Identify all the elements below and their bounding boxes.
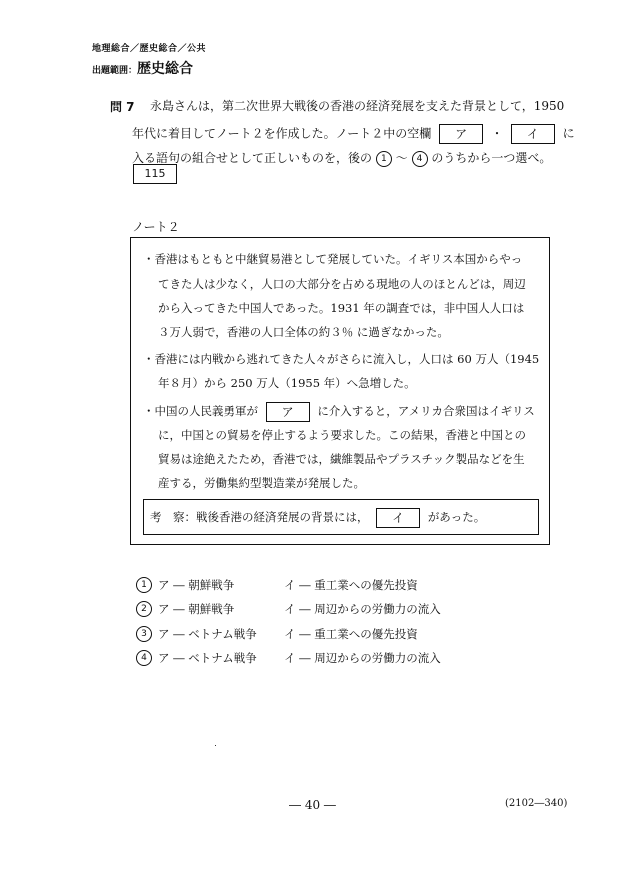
note-b1-line-3: から入ってきた中国人であった。1931 年の調査では，非中国人人口は [158, 301, 525, 315]
option-4 [136, 650, 441, 666]
option-3-a: ア ― ベトナム戦争 [158, 627, 257, 641]
consideration-line: 考 察：戦後香港の経済発展の背景には， イ があった。 [150, 508, 485, 528]
question-label: 問 7 [110, 100, 135, 114]
subject-header: 地理総合／歴史総合／公共 [92, 44, 207, 54]
range-header [92, 58, 193, 78]
note-b3-line-1: ・中国の人民義勇軍が ア に介入すると，アメリカ合衆国はイギリス [143, 402, 535, 422]
option-3-i: イ ― 重工業への優先投資 [284, 627, 418, 641]
range-label: 出題範囲： [92, 66, 138, 76]
note-b3-line-2: に，中国との貿易を停止するよう要求した。この結果，香港と中国との [158, 428, 526, 442]
option-2-number: 2 [136, 601, 152, 617]
answer-number-box: 115 [133, 164, 177, 184]
note-title: ノート２ [132, 220, 180, 234]
option-3-number: 3 [136, 626, 152, 642]
option-4-a: ア ― ベトナム戦争 [158, 651, 257, 665]
exam-code: (2102―340) [505, 798, 568, 809]
note-b3-line-3: 貿易は途絶えたため，香港では，繊維製品やプラスチック製品などを生 [158, 452, 525, 466]
blank-a-box: ア [439, 124, 483, 144]
option-1-a: ア ― 朝鮮戦争 [158, 578, 235, 592]
option-4-i: イ ― 周辺からの労働力の流入 [284, 651, 441, 665]
note-b1-line-4: ３万人弱で，香港の人口全体の約３％ に過ぎなかった。 [158, 325, 449, 339]
note-b2-line-2: 年８月）から 250 万人（1955 年）へ急増した。 [158, 376, 416, 390]
note-b3-line-4: 産する，労働集約型製造業が発展した。 [158, 476, 365, 490]
question-line-1: 永島さんは，第二次世界大戦後の香港の経済発展を支えた背景として，1950 [150, 99, 565, 113]
option-1-i: イ ― 重工業への優先投資 [284, 578, 418, 592]
question-line-2: 年代に着目してノート２を作成した。ノート２中の空欄 ア ・ イ に [132, 124, 575, 144]
option-3 [136, 626, 418, 642]
question-line-3: 入る語句の組合せとして正しいものを，後の 1 ～ 4 のうちから一つ選べ。 [132, 151, 552, 165]
note-b2-line-1: ・香港には内戦から逃れてきた人々がさらに流入し，人口は 60 万人（1945 [143, 352, 540, 366]
circled-number-1: 1 [376, 151, 392, 167]
option-2-a: ア ― 朝鮮戦争 [158, 602, 235, 616]
range-subject: 歴史総合 [137, 61, 194, 77]
scan-speck [215, 745, 216, 746]
option-2 [136, 601, 441, 617]
option-1-number: 1 [136, 577, 152, 593]
blank-i-box: イ [511, 124, 555, 144]
note-b1-line-1: ・香港はもともと中継貿易港として発展していた。イギリス本国からやっ [143, 252, 523, 266]
option-2-i: イ ― 周辺からの労働力の流入 [284, 602, 441, 616]
circled-number-4: 4 [412, 151, 428, 167]
note-blank-a-box: ア [266, 402, 310, 422]
option-1 [136, 577, 418, 593]
note-b1-line-2: てきた人は少なく，人口の大部分を占める現地の人のほとんどは，周辺 [158, 277, 526, 291]
page-number: ― 40 ― [289, 798, 336, 812]
option-4-number: 4 [136, 650, 152, 666]
consideration-blank-i-box: イ [376, 508, 420, 528]
